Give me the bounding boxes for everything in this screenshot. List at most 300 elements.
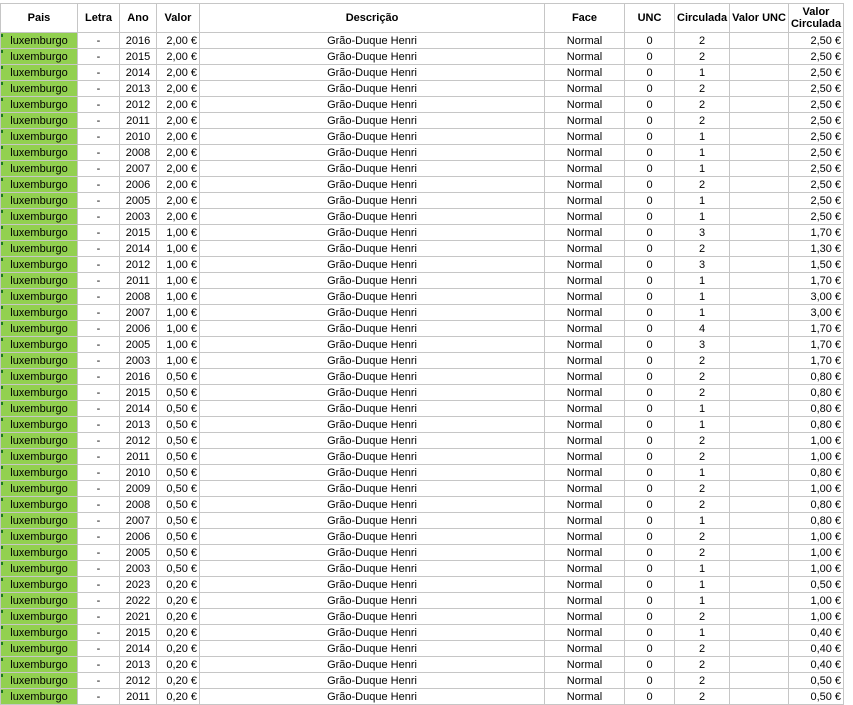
cell-pais[interactable]: luxemburgo	[1, 353, 78, 369]
cell-valor[interactable]: 0,50 €	[157, 417, 200, 433]
cell-descricao[interactable]: Grão-Duque Henri	[200, 401, 545, 417]
cell-unc[interactable]: 0	[625, 497, 675, 513]
cell-pais[interactable]: luxemburgo	[1, 577, 78, 593]
cell-valor-circulada[interactable]: 0,40 €	[788, 641, 843, 657]
cell-circulada[interactable]: 2	[675, 49, 730, 65]
cell-pais[interactable]: luxemburgo	[1, 65, 78, 81]
cell-letra[interactable]: -	[78, 449, 120, 465]
header-descricao[interactable]: Descrição	[200, 4, 545, 33]
cell-descricao[interactable]: Grão-Duque Henri	[200, 625, 545, 641]
cell-valor-circulada[interactable]: 1,00 €	[788, 449, 843, 465]
cell-valor-circulada[interactable]: 0,80 €	[788, 417, 843, 433]
cell-descricao[interactable]: Grão-Duque Henri	[200, 65, 545, 81]
cell-valor-circulada[interactable]: 1,70 €	[788, 337, 843, 353]
cell-valor[interactable]: 0,20 €	[157, 641, 200, 657]
cell-pais[interactable]: luxemburgo	[1, 177, 78, 193]
cell-descricao[interactable]: Grão-Duque Henri	[200, 241, 545, 257]
cell-descricao[interactable]: Grão-Duque Henri	[200, 289, 545, 305]
cell-valor[interactable]: 0,50 €	[157, 481, 200, 497]
cell-descricao[interactable]: Grão-Duque Henri	[200, 273, 545, 289]
cell-valor-unc[interactable]	[730, 337, 789, 353]
cell-ano[interactable]: 2003	[120, 353, 157, 369]
cell-valor-circulada[interactable]: 0,80 €	[788, 369, 843, 385]
cell-valor-unc[interactable]	[730, 449, 789, 465]
cell-unc[interactable]: 0	[625, 33, 675, 49]
header-valor-circulada[interactable]: Valor Circulada	[788, 4, 843, 33]
cell-valor-unc[interactable]	[730, 641, 789, 657]
cell-unc[interactable]: 0	[625, 193, 675, 209]
cell-valor-unc[interactable]	[730, 673, 789, 689]
cell-letra[interactable]: -	[78, 177, 120, 193]
cell-valor-unc[interactable]	[730, 481, 789, 497]
cell-ano[interactable]: 2006	[120, 529, 157, 545]
cell-pais[interactable]: luxemburgo	[1, 497, 78, 513]
cell-circulada[interactable]: 1	[675, 513, 730, 529]
cell-unc[interactable]: 0	[625, 529, 675, 545]
cell-letra[interactable]: -	[78, 97, 120, 113]
cell-valor[interactable]: 0,50 €	[157, 449, 200, 465]
cell-descricao[interactable]: Grão-Duque Henri	[200, 449, 545, 465]
cell-valor-unc[interactable]	[730, 609, 789, 625]
cell-pais[interactable]: luxemburgo	[1, 689, 78, 705]
cell-descricao[interactable]: Grão-Duque Henri	[200, 369, 545, 385]
cell-unc[interactable]: 0	[625, 545, 675, 561]
cell-descricao[interactable]: Grão-Duque Henri	[200, 97, 545, 113]
cell-valor[interactable]: 2,00 €	[157, 161, 200, 177]
cell-letra[interactable]: -	[78, 641, 120, 657]
cell-valor-unc[interactable]	[730, 81, 789, 97]
cell-descricao[interactable]: Grão-Duque Henri	[200, 225, 545, 241]
cell-valor[interactable]: 1,00 €	[157, 241, 200, 257]
cell-descricao[interactable]: Grão-Duque Henri	[200, 161, 545, 177]
cell-valor[interactable]: 0,50 €	[157, 561, 200, 577]
cell-valor-circulada[interactable]: 1,50 €	[788, 257, 843, 273]
cell-ano[interactable]: 2015	[120, 385, 157, 401]
cell-circulada[interactable]: 1	[675, 209, 730, 225]
cell-ano[interactable]: 2008	[120, 145, 157, 161]
cell-pais[interactable]: luxemburgo	[1, 641, 78, 657]
cell-circulada[interactable]: 2	[675, 33, 730, 49]
cell-valor-circulada[interactable]: 0,80 €	[788, 513, 843, 529]
cell-letra[interactable]: -	[78, 689, 120, 705]
cell-pais[interactable]: luxemburgo	[1, 289, 78, 305]
cell-face[interactable]: Normal	[545, 273, 625, 289]
cell-valor-unc[interactable]	[730, 65, 789, 81]
cell-unc[interactable]: 0	[625, 337, 675, 353]
cell-circulada[interactable]: 3	[675, 257, 730, 273]
cell-valor[interactable]: 1,00 €	[157, 337, 200, 353]
cell-unc[interactable]: 0	[625, 49, 675, 65]
cell-face[interactable]: Normal	[545, 385, 625, 401]
cell-unc[interactable]: 0	[625, 113, 675, 129]
cell-letra[interactable]: -	[78, 369, 120, 385]
cell-valor-unc[interactable]	[730, 193, 789, 209]
cell-descricao[interactable]: Grão-Duque Henri	[200, 673, 545, 689]
cell-pais[interactable]: luxemburgo	[1, 97, 78, 113]
cell-face[interactable]: Normal	[545, 177, 625, 193]
cell-circulada[interactable]: 2	[675, 673, 730, 689]
cell-pais[interactable]: luxemburgo	[1, 481, 78, 497]
cell-valor[interactable]: 1,00 €	[157, 273, 200, 289]
cell-valor[interactable]: 1,00 €	[157, 353, 200, 369]
cell-valor-circulada[interactable]: 0,50 €	[788, 673, 843, 689]
cell-unc[interactable]: 0	[625, 481, 675, 497]
cell-descricao[interactable]: Grão-Duque Henri	[200, 321, 545, 337]
cell-face[interactable]: Normal	[545, 417, 625, 433]
cell-valor-circulada[interactable]: 2,50 €	[788, 113, 843, 129]
cell-face[interactable]: Normal	[545, 129, 625, 145]
cell-valor-circulada[interactable]: 0,40 €	[788, 625, 843, 641]
cell-letra[interactable]: -	[78, 129, 120, 145]
cell-letra[interactable]: -	[78, 433, 120, 449]
cell-unc[interactable]: 0	[625, 673, 675, 689]
cell-ano[interactable]: 2012	[120, 257, 157, 273]
cell-pais[interactable]: luxemburgo	[1, 369, 78, 385]
cell-ano[interactable]: 2013	[120, 657, 157, 673]
cell-pais[interactable]: luxemburgo	[1, 273, 78, 289]
cell-valor[interactable]: 0,20 €	[157, 673, 200, 689]
cell-ano[interactable]: 2023	[120, 577, 157, 593]
cell-valor[interactable]: 0,20 €	[157, 593, 200, 609]
cell-valor[interactable]: 0,50 €	[157, 401, 200, 417]
cell-circulada[interactable]: 2	[675, 449, 730, 465]
cell-face[interactable]: Normal	[545, 497, 625, 513]
cell-ano[interactable]: 2016	[120, 369, 157, 385]
cell-valor-circulada[interactable]: 0,80 €	[788, 385, 843, 401]
cell-face[interactable]: Normal	[545, 241, 625, 257]
cell-valor[interactable]: 1,00 €	[157, 321, 200, 337]
cell-pais[interactable]: luxemburgo	[1, 321, 78, 337]
cell-unc[interactable]: 0	[625, 689, 675, 705]
cell-valor-unc[interactable]	[730, 529, 789, 545]
cell-ano[interactable]: 2008	[120, 289, 157, 305]
header-valor-unc[interactable]: Valor UNC	[730, 4, 789, 33]
cell-letra[interactable]: -	[78, 193, 120, 209]
cell-circulada[interactable]: 1	[675, 401, 730, 417]
cell-pais[interactable]: luxemburgo	[1, 449, 78, 465]
cell-valor[interactable]: 2,00 €	[157, 145, 200, 161]
cell-ano[interactable]: 2012	[120, 673, 157, 689]
cell-ano[interactable]: 2010	[120, 129, 157, 145]
cell-unc[interactable]: 0	[625, 321, 675, 337]
cell-pais[interactable]: luxemburgo	[1, 529, 78, 545]
cell-pais[interactable]: luxemburgo	[1, 145, 78, 161]
cell-face[interactable]: Normal	[545, 209, 625, 225]
cell-unc[interactable]: 0	[625, 577, 675, 593]
cell-descricao[interactable]: Grão-Duque Henri	[200, 305, 545, 321]
cell-letra[interactable]: -	[78, 561, 120, 577]
cell-valor-unc[interactable]	[730, 417, 789, 433]
cell-valor-unc[interactable]	[730, 353, 789, 369]
cell-valor[interactable]: 2,00 €	[157, 49, 200, 65]
cell-unc[interactable]: 0	[625, 145, 675, 161]
cell-ano[interactable]: 2006	[120, 321, 157, 337]
cell-valor-unc[interactable]	[730, 225, 789, 241]
cell-valor-circulada[interactable]: 1,00 €	[788, 609, 843, 625]
cell-unc[interactable]: 0	[625, 385, 675, 401]
cell-face[interactable]: Normal	[545, 81, 625, 97]
cell-unc[interactable]: 0	[625, 609, 675, 625]
cell-unc[interactable]: 0	[625, 369, 675, 385]
cell-pais[interactable]: luxemburgo	[1, 673, 78, 689]
cell-letra[interactable]: -	[78, 481, 120, 497]
cell-valor-circulada[interactable]: 2,50 €	[788, 129, 843, 145]
cell-ano[interactable]: 2009	[120, 481, 157, 497]
cell-ano[interactable]: 2014	[120, 241, 157, 257]
cell-descricao[interactable]: Grão-Duque Henri	[200, 657, 545, 673]
cell-valor[interactable]: 1,00 €	[157, 289, 200, 305]
cell-valor-circulada[interactable]: 1,00 €	[788, 433, 843, 449]
cell-circulada[interactable]: 3	[675, 337, 730, 353]
cell-descricao[interactable]: Grão-Duque Henri	[200, 177, 545, 193]
cell-ano[interactable]: 2012	[120, 97, 157, 113]
cell-circulada[interactable]: 2	[675, 689, 730, 705]
cell-valor[interactable]: 0,50 €	[157, 497, 200, 513]
cell-letra[interactable]: -	[78, 161, 120, 177]
cell-face[interactable]: Normal	[545, 513, 625, 529]
cell-circulada[interactable]: 2	[675, 113, 730, 129]
cell-valor-circulada[interactable]: 2,50 €	[788, 49, 843, 65]
cell-descricao[interactable]: Grão-Duque Henri	[200, 609, 545, 625]
cell-face[interactable]: Normal	[545, 593, 625, 609]
cell-valor-circulada[interactable]: 1,70 €	[788, 273, 843, 289]
cell-ano[interactable]: 2013	[120, 81, 157, 97]
cell-letra[interactable]: -	[78, 305, 120, 321]
cell-valor-circulada[interactable]: 0,50 €	[788, 689, 843, 705]
cell-ano[interactable]: 2015	[120, 49, 157, 65]
cell-pais[interactable]: luxemburgo	[1, 193, 78, 209]
cell-pais[interactable]: luxemburgo	[1, 209, 78, 225]
cell-valor-unc[interactable]	[730, 577, 789, 593]
cell-circulada[interactable]: 1	[675, 145, 730, 161]
cell-ano[interactable]: 2005	[120, 337, 157, 353]
cell-descricao[interactable]: Grão-Duque Henri	[200, 145, 545, 161]
cell-circulada[interactable]: 3	[675, 225, 730, 241]
cell-face[interactable]: Normal	[545, 49, 625, 65]
cell-unc[interactable]: 0	[625, 657, 675, 673]
cell-face[interactable]: Normal	[545, 673, 625, 689]
cell-letra[interactable]: -	[78, 401, 120, 417]
cell-unc[interactable]: 0	[625, 161, 675, 177]
cell-letra[interactable]: -	[78, 337, 120, 353]
cell-pais[interactable]: luxemburgo	[1, 433, 78, 449]
cell-circulada[interactable]: 2	[675, 385, 730, 401]
cell-descricao[interactable]: Grão-Duque Henri	[200, 337, 545, 353]
cell-ano[interactable]: 2016	[120, 33, 157, 49]
cell-unc[interactable]: 0	[625, 209, 675, 225]
cell-letra[interactable]: -	[78, 657, 120, 673]
cell-valor[interactable]: 0,50 €	[157, 465, 200, 481]
cell-valor[interactable]: 0,50 €	[157, 433, 200, 449]
cell-letra[interactable]: -	[78, 81, 120, 97]
cell-unc[interactable]: 0	[625, 465, 675, 481]
cell-descricao[interactable]: Grão-Duque Henri	[200, 385, 545, 401]
cell-circulada[interactable]: 2	[675, 481, 730, 497]
cell-unc[interactable]: 0	[625, 625, 675, 641]
cell-descricao[interactable]: Grão-Duque Henri	[200, 561, 545, 577]
cell-valor-circulada[interactable]: 2,50 €	[788, 209, 843, 225]
cell-face[interactable]: Normal	[545, 225, 625, 241]
cell-pais[interactable]: luxemburgo	[1, 81, 78, 97]
cell-face[interactable]: Normal	[545, 33, 625, 49]
cell-letra[interactable]: -	[78, 353, 120, 369]
cell-ano[interactable]: 2015	[120, 225, 157, 241]
cell-valor[interactable]: 1,00 €	[157, 225, 200, 241]
cell-unc[interactable]: 0	[625, 129, 675, 145]
header-pais[interactable]: Pais	[1, 4, 78, 33]
cell-descricao[interactable]: Grão-Duque Henri	[200, 33, 545, 49]
header-circulada[interactable]: Circulada	[675, 4, 730, 33]
cell-face[interactable]: Normal	[545, 305, 625, 321]
cell-valor-unc[interactable]	[730, 513, 789, 529]
cell-circulada[interactable]: 2	[675, 81, 730, 97]
cell-ano[interactable]: 2006	[120, 177, 157, 193]
cell-circulada[interactable]: 1	[675, 161, 730, 177]
cell-pais[interactable]: luxemburgo	[1, 49, 78, 65]
cell-circulada[interactable]: 2	[675, 657, 730, 673]
cell-valor-circulada[interactable]: 0,80 €	[788, 401, 843, 417]
cell-valor-circulada[interactable]: 2,50 €	[788, 177, 843, 193]
cell-valor-circulada[interactable]: 1,00 €	[788, 481, 843, 497]
cell-face[interactable]: Normal	[545, 577, 625, 593]
cell-valor[interactable]: 1,00 €	[157, 305, 200, 321]
cell-letra[interactable]: -	[78, 225, 120, 241]
cell-valor[interactable]: 0,50 €	[157, 529, 200, 545]
cell-face[interactable]: Normal	[545, 289, 625, 305]
cell-ano[interactable]: 2011	[120, 689, 157, 705]
cell-valor[interactable]: 0,50 €	[157, 385, 200, 401]
cell-valor-circulada[interactable]: 2,50 €	[788, 193, 843, 209]
cell-valor-unc[interactable]	[730, 49, 789, 65]
cell-circulada[interactable]: 2	[675, 353, 730, 369]
cell-valor-circulada[interactable]: 1,00 €	[788, 561, 843, 577]
cell-descricao[interactable]: Grão-Duque Henri	[200, 113, 545, 129]
cell-letra[interactable]: -	[78, 33, 120, 49]
cell-valor[interactable]: 0,50 €	[157, 513, 200, 529]
cell-face[interactable]: Normal	[545, 561, 625, 577]
cell-valor[interactable]: 0,20 €	[157, 609, 200, 625]
cell-circulada[interactable]: 2	[675, 433, 730, 449]
cell-valor-unc[interactable]	[730, 97, 789, 113]
cell-valor-circulada[interactable]: 0,40 €	[788, 657, 843, 673]
cell-face[interactable]: Normal	[545, 449, 625, 465]
cell-valor-unc[interactable]	[730, 657, 789, 673]
cell-valor-unc[interactable]	[730, 289, 789, 305]
cell-valor-unc[interactable]	[730, 561, 789, 577]
cell-unc[interactable]: 0	[625, 273, 675, 289]
cell-valor-unc[interactable]	[730, 241, 789, 257]
cell-unc[interactable]: 0	[625, 433, 675, 449]
cell-valor-unc[interactable]	[730, 689, 789, 705]
cell-ano[interactable]: 2012	[120, 433, 157, 449]
cell-valor-unc[interactable]	[730, 177, 789, 193]
cell-letra[interactable]: -	[78, 145, 120, 161]
cell-unc[interactable]: 0	[625, 225, 675, 241]
cell-valor[interactable]: 1,00 €	[157, 257, 200, 273]
cell-valor[interactable]: 2,00 €	[157, 129, 200, 145]
cell-valor-circulada[interactable]: 1,30 €	[788, 241, 843, 257]
cell-pais[interactable]: luxemburgo	[1, 241, 78, 257]
cell-valor[interactable]: 0,20 €	[157, 689, 200, 705]
cell-ano[interactable]: 2010	[120, 465, 157, 481]
cell-face[interactable]: Normal	[545, 529, 625, 545]
cell-pais[interactable]: luxemburgo	[1, 593, 78, 609]
cell-unc[interactable]: 0	[625, 305, 675, 321]
cell-valor-circulada[interactable]: 0,50 €	[788, 577, 843, 593]
cell-unc[interactable]: 0	[625, 401, 675, 417]
cell-descricao[interactable]: Grão-Duque Henri	[200, 353, 545, 369]
cell-descricao[interactable]: Grão-Duque Henri	[200, 593, 545, 609]
cell-descricao[interactable]: Grão-Duque Henri	[200, 193, 545, 209]
cell-descricao[interactable]: Grão-Duque Henri	[200, 497, 545, 513]
cell-valor-circulada[interactable]: 1,00 €	[788, 529, 843, 545]
cell-valor-circulada[interactable]: 2,50 €	[788, 81, 843, 97]
cell-descricao[interactable]: Grão-Duque Henri	[200, 513, 545, 529]
cell-pais[interactable]: luxemburgo	[1, 609, 78, 625]
cell-circulada[interactable]: 1	[675, 305, 730, 321]
cell-pais[interactable]: luxemburgo	[1, 33, 78, 49]
cell-pais[interactable]: luxemburgo	[1, 545, 78, 561]
cell-circulada[interactable]: 2	[675, 369, 730, 385]
cell-letra[interactable]: -	[78, 257, 120, 273]
cell-valor[interactable]: 2,00 €	[157, 81, 200, 97]
cell-valor-circulada[interactable]: 2,50 €	[788, 33, 843, 49]
cell-valor-unc[interactable]	[730, 401, 789, 417]
cell-letra[interactable]: -	[78, 465, 120, 481]
cell-letra[interactable]: -	[78, 577, 120, 593]
cell-valor-unc[interactable]	[730, 129, 789, 145]
cell-valor-circulada[interactable]: 1,70 €	[788, 225, 843, 241]
cell-valor-unc[interactable]	[730, 305, 789, 321]
cell-pais[interactable]: luxemburgo	[1, 161, 78, 177]
cell-ano[interactable]: 2022	[120, 593, 157, 609]
cell-valor-unc[interactable]	[730, 385, 789, 401]
cell-valor-circulada[interactable]: 1,70 €	[788, 321, 843, 337]
cell-letra[interactable]: -	[78, 513, 120, 529]
cell-face[interactable]: Normal	[545, 145, 625, 161]
cell-valor-circulada[interactable]: 3,00 €	[788, 289, 843, 305]
cell-circulada[interactable]: 1	[675, 65, 730, 81]
cell-face[interactable]: Normal	[545, 193, 625, 209]
cell-ano[interactable]: 2014	[120, 641, 157, 657]
cell-valor-unc[interactable]	[730, 145, 789, 161]
header-ano[interactable]: Ano	[120, 4, 157, 33]
cell-descricao[interactable]: Grão-Duque Henri	[200, 465, 545, 481]
cell-valor[interactable]: 2,00 €	[157, 33, 200, 49]
cell-pais[interactable]: luxemburgo	[1, 337, 78, 353]
cell-unc[interactable]: 0	[625, 257, 675, 273]
cell-unc[interactable]: 0	[625, 177, 675, 193]
cell-valor-unc[interactable]	[730, 209, 789, 225]
cell-valor[interactable]: 0,20 €	[157, 625, 200, 641]
cell-ano[interactable]: 2005	[120, 193, 157, 209]
cell-letra[interactable]: -	[78, 673, 120, 689]
cell-circulada[interactable]: 2	[675, 177, 730, 193]
cell-ano[interactable]: 2021	[120, 609, 157, 625]
cell-valor-circulada[interactable]: 0,80 €	[788, 497, 843, 513]
cell-descricao[interactable]: Grão-Duque Henri	[200, 417, 545, 433]
cell-valor-circulada[interactable]: 1,00 €	[788, 545, 843, 561]
cell-pais[interactable]: luxemburgo	[1, 129, 78, 145]
cell-descricao[interactable]: Grão-Duque Henri	[200, 81, 545, 97]
cell-letra[interactable]: -	[78, 113, 120, 129]
cell-circulada[interactable]: 2	[675, 609, 730, 625]
cell-unc[interactable]: 0	[625, 353, 675, 369]
cell-ano[interactable]: 2007	[120, 513, 157, 529]
cell-descricao[interactable]: Grão-Duque Henri	[200, 433, 545, 449]
cell-face[interactable]: Normal	[545, 161, 625, 177]
cell-face[interactable]: Normal	[545, 65, 625, 81]
